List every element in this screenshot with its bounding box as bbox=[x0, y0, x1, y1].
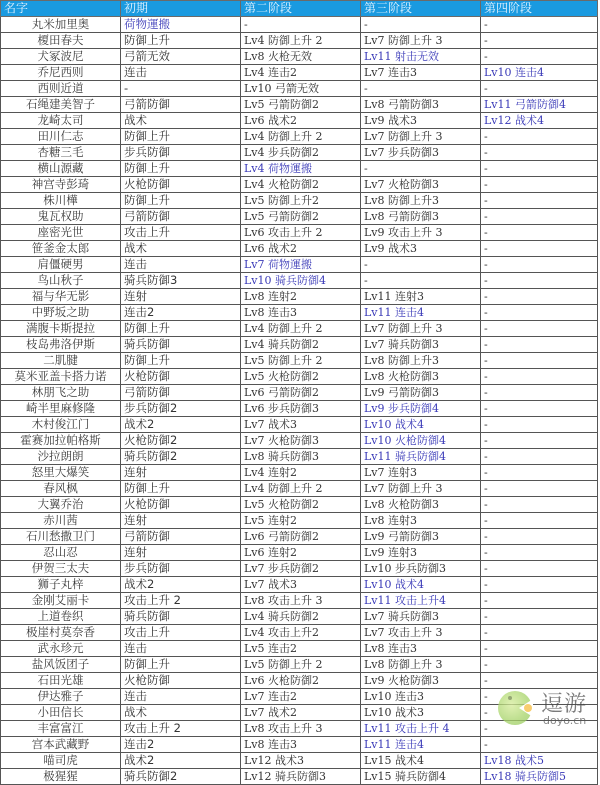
cell-name: 木村俊江门 bbox=[1, 417, 121, 433]
header-initial: 初期 bbox=[121, 1, 241, 17]
cell-initial: 战术2 bbox=[121, 577, 241, 593]
cell-stage-2: Lv10 弓箭无效 bbox=[241, 81, 361, 97]
cell-stage-3: Lv8 火枪防御3 bbox=[361, 497, 481, 513]
cell-stage-3: Lv7 火枪防御3 bbox=[361, 177, 481, 193]
cell-stage-4: - bbox=[481, 433, 598, 449]
cell-name: 龙崎太司 bbox=[1, 113, 121, 129]
cell-stage-4: Lv12 战术4 bbox=[481, 113, 598, 129]
cell-stage-4: - bbox=[481, 609, 598, 625]
cell-stage-2: Lv6 步兵防御3 bbox=[241, 401, 361, 417]
cell-stage-3: Lv10 步兵防御3 bbox=[361, 561, 481, 577]
table-row bbox=[1, 561, 598, 577]
table-row bbox=[1, 705, 598, 721]
cell-stage-3: Lv7 攻击上升 3 bbox=[361, 625, 481, 641]
cell-name: 鬼瓦权助 bbox=[1, 209, 121, 225]
cell-stage-4: - bbox=[481, 401, 598, 417]
table-row bbox=[1, 369, 598, 385]
table-row bbox=[1, 193, 598, 209]
cell-stage-4: Lv11 弓箭防御4 bbox=[481, 97, 598, 113]
cell-stage-3: Lv15 战术4 bbox=[361, 753, 481, 769]
cell-initial: 骑兵防御 bbox=[121, 609, 241, 625]
cell-stage-2: Lv7 步兵防御2 bbox=[241, 561, 361, 577]
cell-name: 田川仁志 bbox=[1, 129, 121, 145]
cell-stage-4: - bbox=[481, 657, 598, 673]
cell-stage-4: - bbox=[481, 369, 598, 385]
cell-stage-2: Lv4 荷物運搬 bbox=[241, 161, 361, 177]
cell-stage-2: Lv6 连射2 bbox=[241, 545, 361, 561]
cell-initial: 连射 bbox=[121, 465, 241, 481]
cell-name: 枝岛弗洛伊斯 bbox=[1, 337, 121, 353]
table-row bbox=[1, 17, 598, 33]
table-row bbox=[1, 241, 598, 257]
cell-stage-3: Lv8 连射3 bbox=[361, 513, 481, 529]
table-row bbox=[1, 689, 598, 705]
cell-initial: 连击2 bbox=[121, 737, 241, 753]
cell-stage-2: Lv7 战术2 bbox=[241, 705, 361, 721]
table-row bbox=[1, 353, 598, 369]
table-row bbox=[1, 65, 598, 81]
cell-initial: 防御上升 bbox=[121, 161, 241, 177]
cell-stage-2: Lv8 连击3 bbox=[241, 737, 361, 753]
cell-stage-4: - bbox=[481, 449, 598, 465]
cell-stage-4: - bbox=[481, 497, 598, 513]
cell-stage-2: Lv4 骑兵防御2 bbox=[241, 609, 361, 625]
cell-name: 金刚艾丽卡 bbox=[1, 593, 121, 609]
cell-name: 乔尼西则 bbox=[1, 65, 121, 81]
table-row bbox=[1, 497, 598, 513]
cell-stage-3: Lv9 弓箭防御3 bbox=[361, 385, 481, 401]
table-row bbox=[1, 33, 598, 49]
cell-stage-4: - bbox=[481, 129, 598, 145]
cell-name: 小田信长 bbox=[1, 705, 121, 721]
cell-name: 西则近道 bbox=[1, 81, 121, 97]
cell-initial: 战术 bbox=[121, 113, 241, 129]
cell-initial: 连击 bbox=[121, 641, 241, 657]
cell-stage-4: - bbox=[481, 257, 598, 273]
cell-stage-4: - bbox=[481, 33, 598, 49]
cell-stage-2: Lv4 步兵防御2 bbox=[241, 145, 361, 161]
table-row bbox=[1, 305, 598, 321]
cell-stage-2: Lv6 战术2 bbox=[241, 113, 361, 129]
cell-initial: 连击 bbox=[121, 257, 241, 273]
cell-initial: 连射 bbox=[121, 545, 241, 561]
cell-name: 丰富富江 bbox=[1, 721, 121, 737]
cell-name: 宫本武藏野 bbox=[1, 737, 121, 753]
cell-stage-3: Lv11 连击4 bbox=[361, 737, 481, 753]
cell-name: 忍山忍 bbox=[1, 545, 121, 561]
cell-name: 极猩猩 bbox=[1, 769, 121, 785]
cell-stage-4: - bbox=[481, 545, 598, 561]
cell-stage-3: Lv8 连击3 bbox=[361, 641, 481, 657]
cell-initial: 火枪防御 bbox=[121, 369, 241, 385]
cell-initial: - bbox=[121, 81, 241, 97]
cell-name: 赤川茜 bbox=[1, 513, 121, 529]
cell-initial: 连击 bbox=[121, 689, 241, 705]
cell-stage-4: - bbox=[481, 529, 598, 545]
cell-stage-4: - bbox=[481, 721, 598, 737]
cell-name: 伊贺三太夫 bbox=[1, 561, 121, 577]
cell-stage-3: Lv8 防御上升3 bbox=[361, 353, 481, 369]
cell-stage-4: - bbox=[481, 193, 598, 209]
table-row bbox=[1, 289, 598, 305]
cell-initial: 骑兵防御2 bbox=[121, 449, 241, 465]
cell-stage-2: Lv7 战术3 bbox=[241, 577, 361, 593]
cell-stage-3: Lv7 连射3 bbox=[361, 465, 481, 481]
cell-initial: 连射 bbox=[121, 289, 241, 305]
cell-stage-4: - bbox=[481, 513, 598, 529]
cell-name: 丸米加里奥 bbox=[1, 17, 121, 33]
header-stage-4: 第四阶段 bbox=[481, 1, 598, 17]
cell-initial: 步兵防御 bbox=[121, 145, 241, 161]
table-row bbox=[1, 529, 598, 545]
cell-name: 极崖村莫奈香 bbox=[1, 625, 121, 641]
cell-initial: 连击 bbox=[121, 65, 241, 81]
cell-stage-3: - bbox=[361, 81, 481, 97]
cell-stage-3: - bbox=[361, 17, 481, 33]
table-row bbox=[1, 465, 598, 481]
table-row bbox=[1, 545, 598, 561]
cell-name: 榎田春夫 bbox=[1, 33, 121, 49]
cell-name: 怒里大爆笑 bbox=[1, 465, 121, 481]
cell-stage-2: Lv5 弓箭防御2 bbox=[241, 209, 361, 225]
cell-initial: 战术2 bbox=[121, 417, 241, 433]
cell-name: 林朋飞之助 bbox=[1, 385, 121, 401]
cell-stage-3: Lv8 弓箭防御3 bbox=[361, 209, 481, 225]
cell-name: 上道卷织 bbox=[1, 609, 121, 625]
cell-stage-2: Lv7 荷物運搬 bbox=[241, 257, 361, 273]
cell-stage-2: Lv4 防御上升 2 bbox=[241, 33, 361, 49]
cell-name: 狮子丸梓 bbox=[1, 577, 121, 593]
cell-stage-2: Lv6 战术2 bbox=[241, 241, 361, 257]
header-stage-3: 第三阶段 bbox=[361, 1, 481, 17]
cell-initial: 连射 bbox=[121, 513, 241, 529]
cell-stage-3: Lv9 弓箭防御3 bbox=[361, 529, 481, 545]
table-row bbox=[1, 209, 598, 225]
cell-initial: 步兵防御2 bbox=[121, 401, 241, 417]
cell-stage-4: - bbox=[481, 273, 598, 289]
table-row bbox=[1, 769, 598, 785]
table-row bbox=[1, 577, 598, 593]
cell-stage-2: Lv8 攻击上升 3 bbox=[241, 593, 361, 609]
cell-stage-3: Lv7 防御上升 3 bbox=[361, 481, 481, 497]
cell-stage-3: Lv9 战术3 bbox=[361, 241, 481, 257]
cell-stage-2: Lv4 火枪防御2 bbox=[241, 177, 361, 193]
cell-stage-2: Lv8 连射2 bbox=[241, 289, 361, 305]
table-row bbox=[1, 321, 598, 337]
table-row bbox=[1, 417, 598, 433]
table-row bbox=[1, 49, 598, 65]
cell-stage-2: Lv4 防御上升 2 bbox=[241, 129, 361, 145]
table-row bbox=[1, 257, 598, 273]
table-row bbox=[1, 113, 598, 129]
cell-initial: 战术 bbox=[121, 705, 241, 721]
cell-stage-4: - bbox=[481, 417, 598, 433]
cell-stage-2: Lv5 弓箭防御2 bbox=[241, 97, 361, 113]
cell-stage-3: Lv7 连击3 bbox=[361, 65, 481, 81]
cell-initial: 火枪防御 bbox=[121, 673, 241, 689]
cell-stage-4: - bbox=[481, 641, 598, 657]
cell-stage-4: - bbox=[481, 689, 598, 705]
cell-stage-2: Lv8 攻击上升 3 bbox=[241, 721, 361, 737]
cell-stage-3: Lv15 骑兵防御4 bbox=[361, 769, 481, 785]
table-row bbox=[1, 593, 598, 609]
table-row bbox=[1, 737, 598, 753]
cell-initial: 攻击上升 2 bbox=[121, 721, 241, 737]
cell-initial: 骑兵防御 bbox=[121, 337, 241, 353]
cell-stage-2: Lv6 火枪防御2 bbox=[241, 673, 361, 689]
cell-initial: 火枪防御2 bbox=[121, 433, 241, 449]
cell-stage-3: Lv7 防御上升 3 bbox=[361, 129, 481, 145]
table-row bbox=[1, 641, 598, 657]
table-row bbox=[1, 273, 598, 289]
cell-stage-2: Lv5 火枪防御2 bbox=[241, 369, 361, 385]
table-row bbox=[1, 721, 598, 737]
table-row bbox=[1, 161, 598, 177]
cell-stage-2: Lv4 防御上升 2 bbox=[241, 481, 361, 497]
table-row bbox=[1, 433, 598, 449]
cell-initial: 骑兵防御3 bbox=[121, 273, 241, 289]
cell-initial: 弓箭防御 bbox=[121, 385, 241, 401]
cell-name: 中野坂之助 bbox=[1, 305, 121, 321]
table-row bbox=[1, 177, 598, 193]
table-row bbox=[1, 609, 598, 625]
cell-stage-3: Lv9 火枪防御3 bbox=[361, 673, 481, 689]
cell-name: 座密光世 bbox=[1, 225, 121, 241]
cell-stage-2: Lv12 战术3 bbox=[241, 753, 361, 769]
cell-stage-3: Lv9 攻击上升 3 bbox=[361, 225, 481, 241]
cell-name: 春风枫 bbox=[1, 481, 121, 497]
cell-stage-4: - bbox=[481, 385, 598, 401]
cell-name: 大翼乔治 bbox=[1, 497, 121, 513]
table-row bbox=[1, 657, 598, 673]
cell-stage-2: Lv4 防御上升 2 bbox=[241, 321, 361, 337]
cell-initial: 战术2 bbox=[121, 753, 241, 769]
cell-initial: 弓箭防御 bbox=[121, 97, 241, 113]
cell-initial: 步兵防御 bbox=[121, 561, 241, 577]
cell-stage-3: - bbox=[361, 161, 481, 177]
cell-stage-4: - bbox=[481, 305, 598, 321]
cell-stage-4: - bbox=[481, 145, 598, 161]
cell-stage-3: Lv11 连射3 bbox=[361, 289, 481, 305]
cell-initial: 骑兵防御2 bbox=[121, 769, 241, 785]
table-row bbox=[1, 673, 598, 689]
cell-initial: 攻击上升 bbox=[121, 625, 241, 641]
cell-initial: 防御上升 bbox=[121, 481, 241, 497]
cell-name: 莫米亚盖卡搭力诺 bbox=[1, 369, 121, 385]
cell-name: 伊达雅子 bbox=[1, 689, 121, 705]
cell-stage-3: Lv8 防御上升3 bbox=[361, 193, 481, 209]
cell-initial: 连击2 bbox=[121, 305, 241, 321]
table-row bbox=[1, 337, 598, 353]
cell-stage-3: Lv8 防御上升 3 bbox=[361, 657, 481, 673]
cell-name: 犬冢波尼 bbox=[1, 49, 121, 65]
cell-name: 崎半里麻修隆 bbox=[1, 401, 121, 417]
cell-stage-4: - bbox=[481, 561, 598, 577]
cell-initial: 防御上升 bbox=[121, 193, 241, 209]
watermark-brand: 逗游 bbox=[541, 692, 588, 717]
table-row bbox=[1, 753, 598, 769]
cell-stage-3: Lv9 步兵防御4 bbox=[361, 401, 481, 417]
cell-stage-4: - bbox=[481, 289, 598, 305]
cell-stage-3: Lv10 战术3 bbox=[361, 705, 481, 721]
table-row bbox=[1, 385, 598, 401]
cell-stage-4: - bbox=[481, 481, 598, 497]
cell-stage-4: Lv18 骑兵防御5 bbox=[481, 769, 598, 785]
cell-stage-2: Lv4 骑兵防御2 bbox=[241, 337, 361, 353]
cell-initial: 攻击上升 2 bbox=[121, 593, 241, 609]
cell-stage-2: Lv5 连射2 bbox=[241, 513, 361, 529]
cell-stage-4: - bbox=[481, 577, 598, 593]
cell-stage-2: Lv12 骑兵防御3 bbox=[241, 769, 361, 785]
table-row bbox=[1, 625, 598, 641]
cell-stage-3: Lv11 骑兵防御4 bbox=[361, 449, 481, 465]
cell-stage-3: Lv9 连射3 bbox=[361, 545, 481, 561]
cell-stage-4: - bbox=[481, 353, 598, 369]
cell-stage-2: Lv10 骑兵防御4 bbox=[241, 273, 361, 289]
cell-stage-4: - bbox=[481, 593, 598, 609]
cell-stage-2: Lv8 骑兵防御3 bbox=[241, 449, 361, 465]
cell-name: 武永珍元 bbox=[1, 641, 121, 657]
watermark-domain: doyo.cn bbox=[543, 714, 587, 727]
cell-stage-3: Lv7 步兵防御3 bbox=[361, 145, 481, 161]
cell-name: 石川愁撒卫门 bbox=[1, 529, 121, 545]
cell-initial: 防御上升 bbox=[121, 321, 241, 337]
cell-stage-3: Lv11 攻击上升 4 bbox=[361, 721, 481, 737]
cell-stage-2: Lv6 攻击上升 2 bbox=[241, 225, 361, 241]
cell-stage-2: Lv4 连射2 bbox=[241, 465, 361, 481]
table-body bbox=[1, 17, 598, 785]
cell-stage-4: - bbox=[481, 465, 598, 481]
cell-initial: 火枪防御 bbox=[121, 497, 241, 513]
cell-stage-3: Lv7 防御上升 3 bbox=[361, 33, 481, 49]
header-stage-2: 第二阶段 bbox=[241, 1, 361, 17]
cell-stage-2: Lv5 防御上升2 bbox=[241, 193, 361, 209]
cell-stage-4: Lv10 连击4 bbox=[481, 65, 598, 81]
cell-stage-2: Lv7 连击2 bbox=[241, 689, 361, 705]
cell-initial: 防御上升 bbox=[121, 129, 241, 145]
cell-stage-3: Lv10 战术4 bbox=[361, 417, 481, 433]
cell-stage-2: Lv5 防御上升 2 bbox=[241, 657, 361, 673]
cell-name: 喵司虎 bbox=[1, 753, 121, 769]
header-row bbox=[1, 1, 598, 17]
table-row bbox=[1, 513, 598, 529]
table-row bbox=[1, 97, 598, 113]
cell-stage-4: - bbox=[481, 81, 598, 97]
cell-stage-3: Lv11 攻击上升4 bbox=[361, 593, 481, 609]
cell-name: 株川樺 bbox=[1, 193, 121, 209]
cell-name: 石绳建美智子 bbox=[1, 97, 121, 113]
cell-stage-3: Lv7 防御上升 3 bbox=[361, 321, 481, 337]
cell-stage-2: Lv4 攻击上升2 bbox=[241, 625, 361, 641]
cell-stage-4: - bbox=[481, 209, 598, 225]
cell-stage-2: Lv8 连击3 bbox=[241, 305, 361, 321]
cell-stage-3: Lv9 战术3 bbox=[361, 113, 481, 129]
cell-initial: 火枪防御 bbox=[121, 177, 241, 193]
table-row bbox=[1, 129, 598, 145]
cell-name: 笹釜金太郎 bbox=[1, 241, 121, 257]
cell-stage-3: Lv7 骑兵防御3 bbox=[361, 337, 481, 353]
cell-name: 福与华无影 bbox=[1, 289, 121, 305]
cell-name: 横山源藏 bbox=[1, 161, 121, 177]
cell-stage-4: - bbox=[481, 737, 598, 753]
cell-stage-4: - bbox=[481, 705, 598, 721]
cell-stage-4: - bbox=[481, 241, 598, 257]
cell-initial: 攻击上升 bbox=[121, 225, 241, 241]
cell-stage-2: - bbox=[241, 17, 361, 33]
cell-name: 霍赛加拉帕格斯 bbox=[1, 433, 121, 449]
cell-initial: 防御上升 bbox=[121, 33, 241, 49]
cell-stage-2: Lv7 战术3 bbox=[241, 417, 361, 433]
cell-stage-3: Lv11 射击无效 bbox=[361, 49, 481, 65]
cell-stage-3: Lv10 火枪防御4 bbox=[361, 433, 481, 449]
cell-stage-2: Lv4 连击2 bbox=[241, 65, 361, 81]
header-name: 名字 bbox=[1, 1, 121, 17]
table-row bbox=[1, 449, 598, 465]
cell-stage-2: Lv7 火枪防御3 bbox=[241, 433, 361, 449]
table-row bbox=[1, 81, 598, 97]
cell-stage-4: - bbox=[481, 17, 598, 33]
cell-name: 盐风饭团子 bbox=[1, 657, 121, 673]
cell-name: 鸟山秋子 bbox=[1, 273, 121, 289]
cell-stage-2: Lv6 弓箭防御2 bbox=[241, 385, 361, 401]
cell-name: 满腹卡斯提拉 bbox=[1, 321, 121, 337]
cell-stage-3: Lv10 战术4 bbox=[361, 577, 481, 593]
cell-stage-3: Lv8 火枪防御3 bbox=[361, 369, 481, 385]
cell-stage-3: Lv8 弓箭防御3 bbox=[361, 97, 481, 113]
cell-name: 神宫寺彭琦 bbox=[1, 177, 121, 193]
cell-stage-4: - bbox=[481, 321, 598, 337]
table-row bbox=[1, 481, 598, 497]
cell-initial: 防御上升 bbox=[121, 657, 241, 673]
cell-stage-2: Lv5 火枪防御2 bbox=[241, 497, 361, 513]
cell-stage-4: Lv18 战术5 bbox=[481, 753, 598, 769]
cell-initial: 弓箭防御 bbox=[121, 529, 241, 545]
table-row bbox=[1, 225, 598, 241]
cell-initial: 防御上升 bbox=[121, 353, 241, 369]
cell-name: 石田光雄 bbox=[1, 673, 121, 689]
cell-stage-2: Lv5 连击2 bbox=[241, 641, 361, 657]
cell-stage-3: Lv11 连击4 bbox=[361, 305, 481, 321]
cell-stage-3: Lv7 骑兵防御3 bbox=[361, 609, 481, 625]
cell-name: 肩僵硬男 bbox=[1, 257, 121, 273]
cell-stage-2: Lv6 弓箭防御2 bbox=[241, 529, 361, 545]
cell-stage-2: Lv5 防御上升 2 bbox=[241, 353, 361, 369]
cell-stage-4: - bbox=[481, 161, 598, 177]
cell-stage-3: - bbox=[361, 273, 481, 289]
cell-initial: 弓箭防御 bbox=[121, 209, 241, 225]
cell-stage-4: - bbox=[481, 177, 598, 193]
table-row bbox=[1, 145, 598, 161]
cell-name: 二肌腱 bbox=[1, 353, 121, 369]
cell-stage-3: Lv10 连击3 bbox=[361, 689, 481, 705]
cell-stage-2: Lv8 火枪无效 bbox=[241, 49, 361, 65]
cell-name: 沙拉朗朗 bbox=[1, 449, 121, 465]
cell-stage-4: - bbox=[481, 225, 598, 241]
cell-stage-4: - bbox=[481, 337, 598, 353]
cell-initial: 战术 bbox=[121, 241, 241, 257]
cell-stage-4: - bbox=[481, 673, 598, 689]
table-row bbox=[1, 401, 598, 417]
cell-stage-4: - bbox=[481, 49, 598, 65]
cell-initial: 荷物運搬 bbox=[121, 17, 241, 33]
cell-name: 杏糖三毛 bbox=[1, 145, 121, 161]
cell-stage-3: - bbox=[361, 257, 481, 273]
cell-initial: 弓箭无效 bbox=[121, 49, 241, 65]
cell-stage-4: - bbox=[481, 625, 598, 641]
